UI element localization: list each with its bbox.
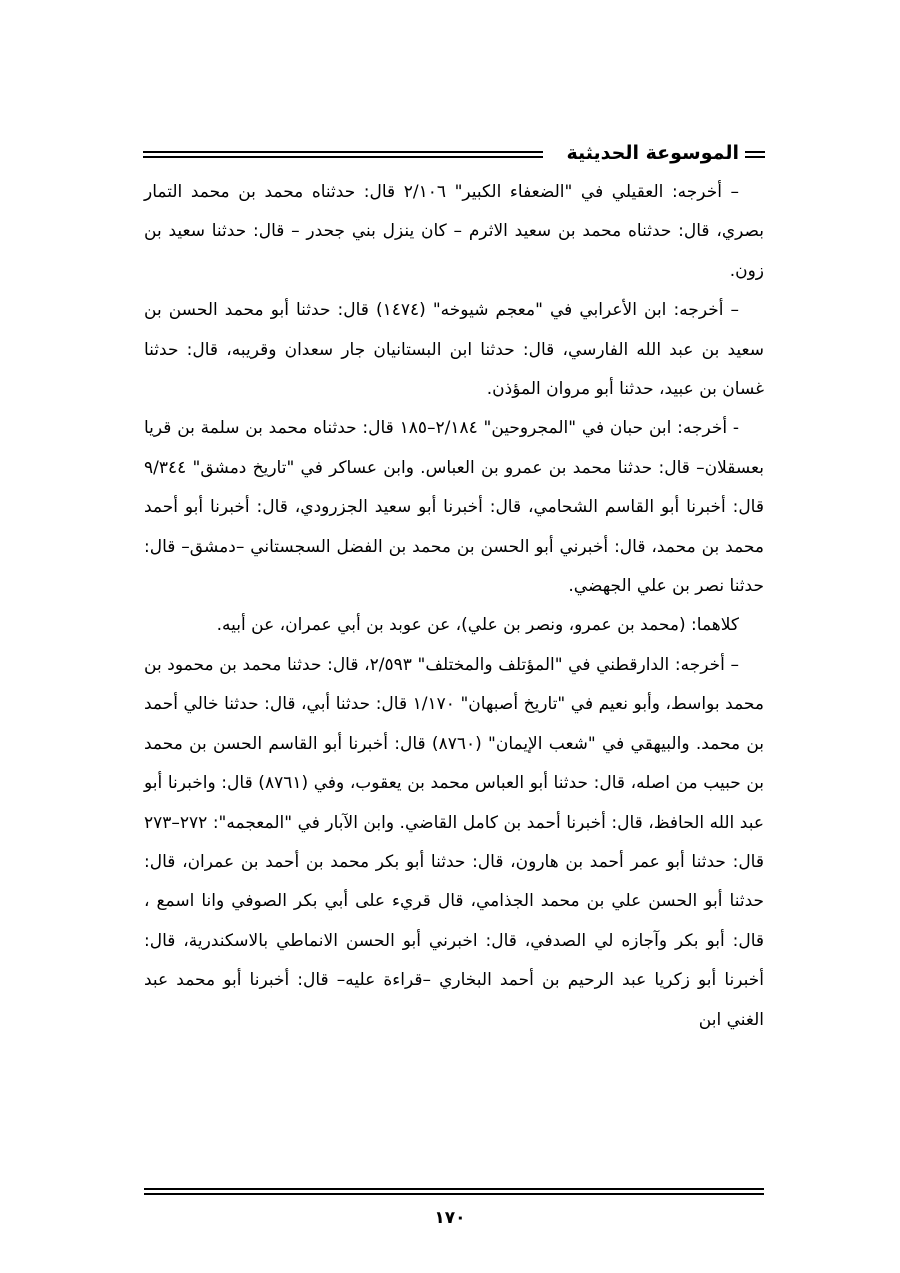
page-header-title: الموسوعة الحديثية	[566, 142, 739, 164]
paragraph-1: – أخرجه: العقيلي في "الضعفاء الكبير" ٢/١٠٦ قال: حدثناه محمد بن محمد التمار بصري، قال: حدثناه محمد بن سعيد الاثرم – كان ينزل بني جحدر – قال: حدثنا سعيد بن زون.	[144, 182, 764, 281]
document-body	[144, 173, 764, 1040]
paragraph-2: – أخرجه: ابن الأعرابي في "معجم شيوخه" (١٤٧٤) قال: حدثنا أبو محمد الحسن بن سعيد بن عبد الله الفارسي، قال: حدثنا ابن البستانيان جار سعدان وقريبه، قال: حدثنا غسان بن عبيد، حدثنا أبو مروان المؤذن.	[144, 300, 764, 400]
paragraph-4: كلاهما: (محمد بن عمرو، ونصر بن علي)، عن عوبد بن أبي عمران، عن أبيه.	[216, 615, 739, 636]
page-header	[143, 138, 765, 170]
paragraph-3: - أخرجه: ابن حبان في "المجروحين" ٢/١٨٤–١٨٥ قال: حدثناه محمد بن سلمة بن قريا بعسقلان– قال: حدثنا محمد بن عمرو بن العباس. وابن عساكر في "تاريخ دمشق" ٩/٣٤٤ قال: أخبرنا أبو القاسم الشحامي، قال: أخبرنا أبو سعيد الجزرودي، قال: أخبرنا أبو أحمد محمد بن محمد، قال: أخبرني أبو الحسن بن محمد بن الفضل السجستاني –دمشق– قال: حدثنا نصر بن علي الجهضي.	[144, 418, 764, 597]
header-rule-left	[143, 151, 543, 158]
header-rule-right	[745, 151, 765, 158]
paragraph-5: – أخرجه: الدارقطني في "المؤتلف والمختلف" ٢/٥٩٣، قال: حدثنا محمد بن محمود بن محمد بواسط، وأبو نعيم في "تاريخ أصبهان" ١/١٧٠ قال: حدثنا أبي، قال: حدثنا خالي أحمد بن محمد. والبيهقي في "شعب الإيمان" (٨٧٦٠) قال: أخبرنا أبو القاسم الحسن بن محمد بن حبيب من اصله، قال: حدثنا أبو العباس محمد بن يعقوب، وفي (٨٧٦١) قال: واخبرنا أبو عبد الله الحافظ، قال: أخبرنا أحمد بن كامل القاضي. وابن الآبار في "المعجمه": ٢٧٢–٢٧٣ قال: حدثنا أبو عمر أحمد بن هارون، قال: حدثنا أبو بكر محمد بن أحمد بن عمران، قال: حدثنا أبو الحسن علي بن محمد الجذامي، قال قريء على أبي بكر الصوفي وانا اسمع ، قال: أبو بكر وآجازه لي الصدفي، قال: اخبرني أبو الحسن الانماطي بالاسكندرية، قال: أخبرنا أبو زكريا عبد الرحيم بن أحمد البخاري –قراءة عليه– قال: أخبرنا أبو محمد عبد الغني ابن	[144, 654, 765, 1030]
footer-rule	[144, 1188, 764, 1195]
page-number: ١٧٠	[434, 1208, 466, 1228]
